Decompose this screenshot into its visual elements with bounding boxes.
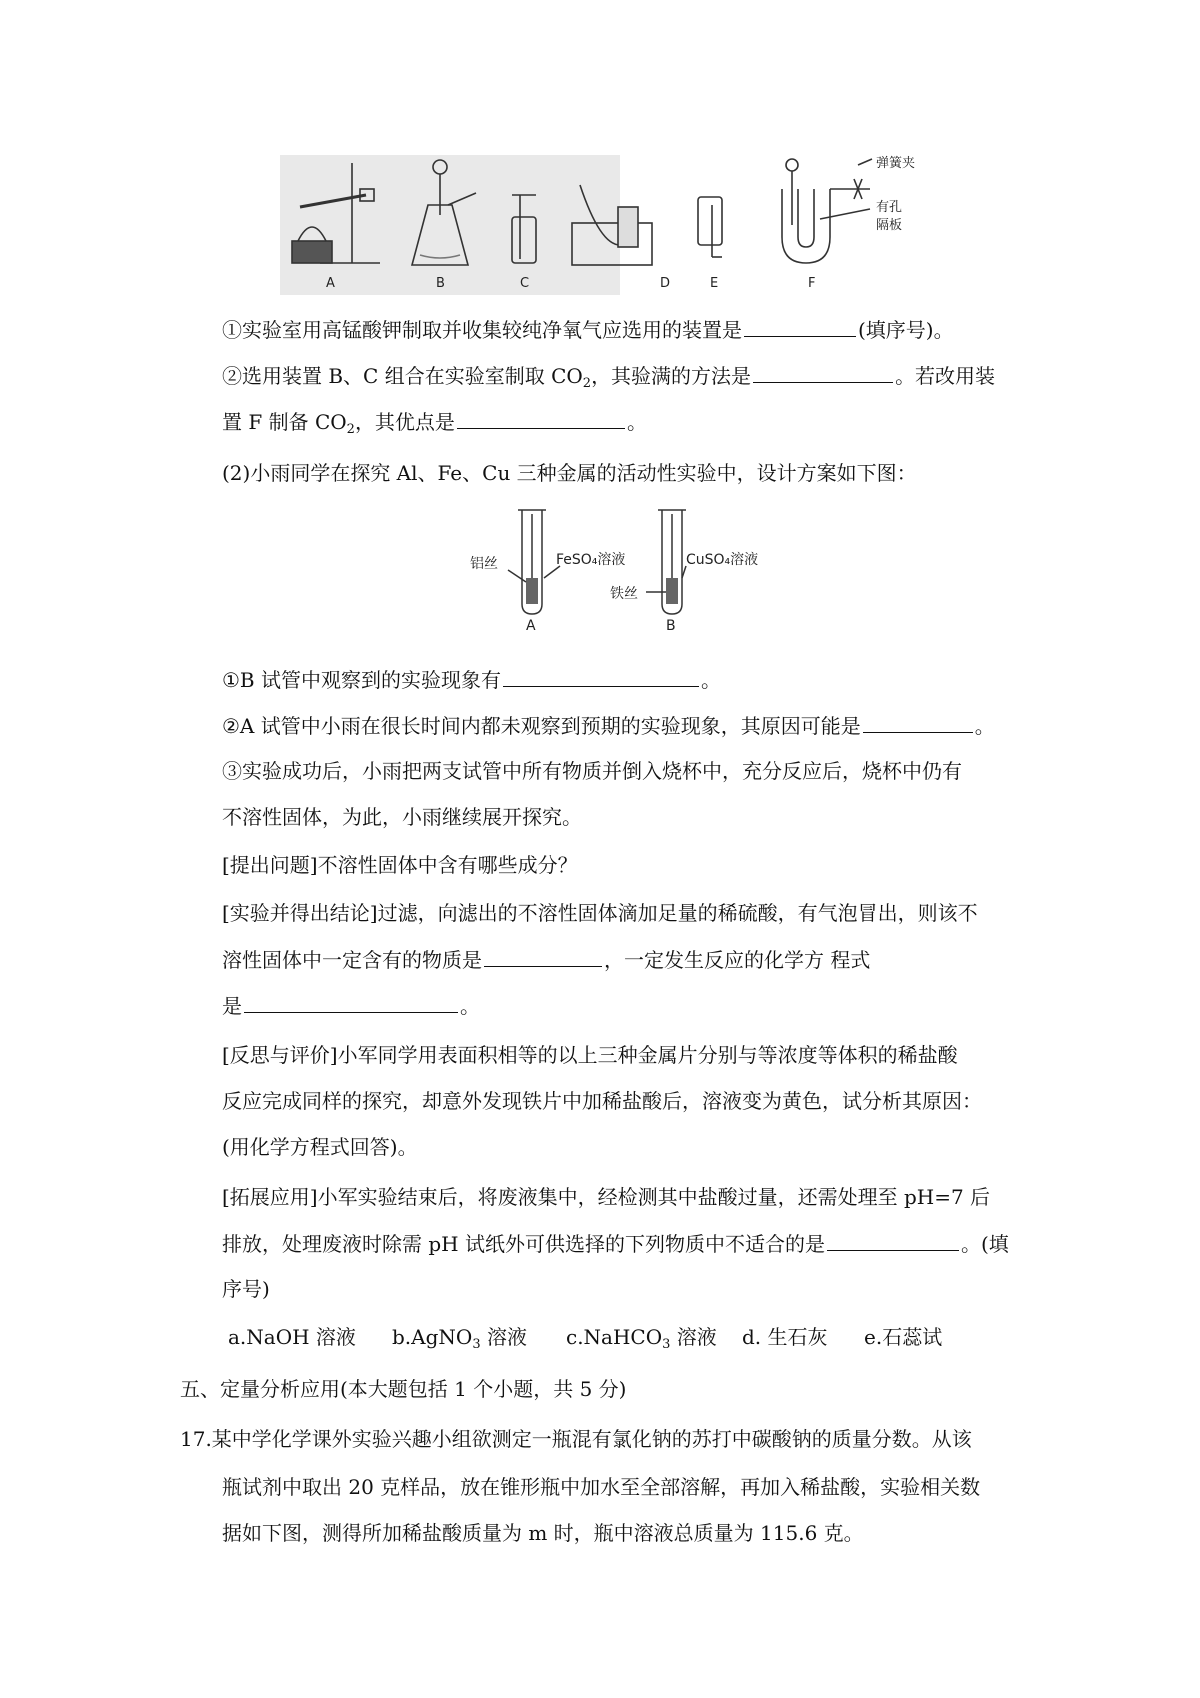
apparatus-e (698, 197, 722, 257)
label-a: A (326, 276, 335, 291)
ask-question: [提出问题]不溶性固体中含有哪些成分？ (222, 853, 578, 877)
q17-line3: 据如下图，测得所加稀盐酸质量为 m 时，瓶中溶液总质量为 115.6 克。 (222, 1521, 864, 1545)
q2-1: ①B 试管中观察到的实验现象有 。 (222, 664, 721, 695)
option-b: b.AgNO$_3$ 溶液 (392, 1325, 527, 1352)
label-iron-wire: 铁丝 (610, 586, 638, 602)
label-e: E (710, 276, 719, 291)
option-a: a.NaOH 溶液 (228, 1325, 356, 1349)
answer-blank[interactable] (827, 1228, 959, 1251)
answer-blank[interactable] (744, 314, 856, 337)
annot-clip: 弹簧夹 (876, 156, 916, 171)
label-c: C (520, 276, 530, 291)
option-e: e.石蕊试 (864, 1325, 943, 1349)
label-aluminum-wire: 铝丝 (470, 556, 498, 572)
answer-blank[interactable] (457, 406, 625, 429)
q17-line1: 17.某中学化学课外实验兴趣小组欲测定一瓶混有氯化钠的苏打中碳酸钠的质量分数。从该 (180, 1427, 972, 1451)
extend-line2: 排放，处理废液时除需 pH 试纸外可供选择的下列物质中不适合的是 。(填 (222, 1228, 1009, 1259)
label-b: B (436, 276, 445, 291)
section-heading: 五、定量分析应用(本大题包括 1 个小题，共 5 分) (180, 1377, 627, 1401)
reflect-line2: 反应完成同样的探究，却意外发现铁片中加稀盐酸后，溶液变为黄色，试分析其原因： (222, 1089, 982, 1113)
reflect-line3: (用化学方程式回答)。 (222, 1135, 418, 1159)
label-feso4: FeSO₄溶液 (556, 552, 626, 568)
test-tube-b (646, 510, 686, 614)
figure-scan-background (280, 155, 620, 295)
answer-blank[interactable] (503, 664, 699, 687)
q2-intro: (2)小雨同学在探究 Al、Fe、Cu 三种金属的活动性实验中，设计方案如下图： (222, 461, 917, 485)
reflect-line1: [反思与评价]小军同学用表面积相等的以上三种金属片分别与等浓度等体积的稀盐酸 (222, 1043, 958, 1067)
annot-plate-1: 有孔 (876, 200, 903, 215)
exp-line2: 溶性固体中一定含有的物质是 ，一定发生反应的化学方 程式 (222, 944, 870, 975)
apparatus-f (782, 159, 872, 263)
annot-plate-2: 隔板 (876, 218, 903, 233)
test-tube-a (508, 510, 560, 614)
option-c: c.NaHCO$_3$ 溶液 (566, 1325, 717, 1352)
q1-2-line2: 置 F 制备 $CO_2$，其优点是 。 (222, 406, 647, 437)
label-d: D (660, 276, 671, 291)
exp-line1: [实验并得出结论]过滤，向滤出的不溶性固体滴加足量的稀硫酸，有气泡冒出，则该不 (222, 901, 978, 925)
apparatus-figure (280, 155, 940, 295)
option-d: d. 生石灰 (742, 1325, 828, 1349)
q2-3-line1: ③实验成功后，小雨把两支试管中所有物质并倒入烧杯中，充分反应后，烧杯中仍有 (222, 759, 962, 783)
q2-2: ②A 试管中小雨在很长时间内都未观察到预期的实验现象，其原因可能是 。 (222, 710, 995, 741)
label-cuso4: CuSO₄溶液 (686, 552, 759, 568)
answer-blank[interactable] (753, 360, 893, 383)
q1-1: ①实验室用高锰酸钾制取并收集较纯净氧气应选用的装置是 (填序号)。 (222, 314, 954, 345)
q17-line2: 瓶试剂中取出 20 克样品，放在锥形瓶中加水至全部溶解，再加入稀盐酸，实验相关数 (222, 1475, 981, 1499)
q1-2-line1: ②选用装置 B、C 组合在实验室制取 $CO_2$，其验满的方法是 。若改用装 (222, 360, 995, 391)
label-f: F (808, 276, 816, 291)
answer-blank[interactable] (244, 990, 458, 1013)
exp-line3: 是 。 (222, 990, 480, 1021)
extend-line3: 序号) (222, 1277, 270, 1301)
answer-blank[interactable] (863, 710, 973, 733)
label-tube-b: B (666, 618, 676, 632)
label-tube-a: A (526, 618, 536, 632)
test-tubes-figure (460, 508, 780, 632)
extend-line1: [拓展应用]小军实验结束后，将废液集中，经检测其中盐酸过量，还需处理至 pH=7 后 (222, 1185, 991, 1209)
answer-blank[interactable] (484, 944, 602, 967)
q2-3-line2: 不溶性固体，为此，小雨继续展开探究。 (222, 805, 582, 829)
